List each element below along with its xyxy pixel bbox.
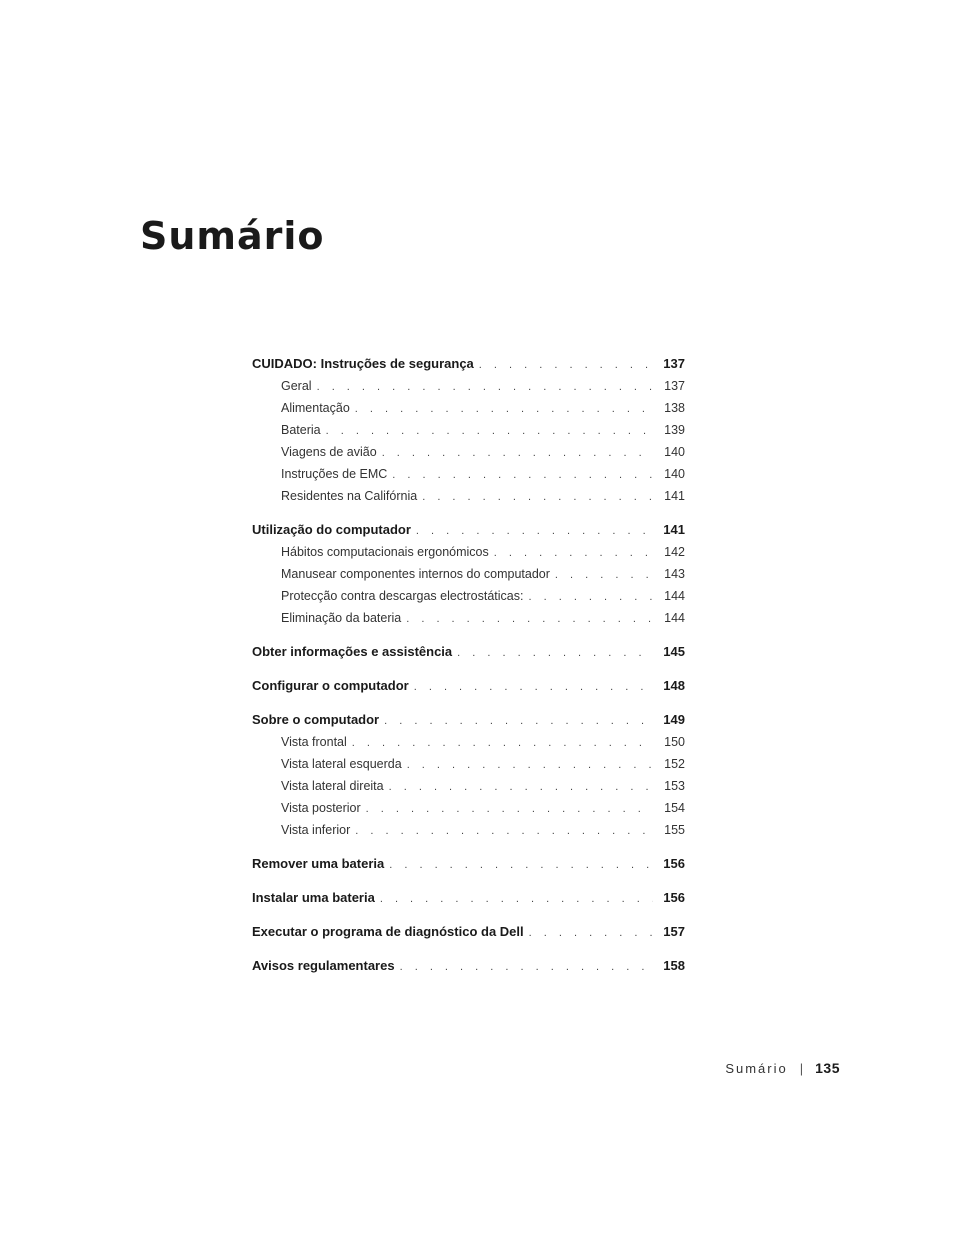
- toc-entry-page-number: 153: [664, 779, 685, 793]
- toc-entry-label: Executar o programa de diagnóstico da Dell: [252, 924, 524, 939]
- toc-dot-leader: [406, 608, 653, 630]
- toc-subsection-entry[interactable]: [252, 541, 685, 563]
- toc-dot-leader: [380, 888, 653, 910]
- page-footer: [725, 1060, 840, 1076]
- toc-dot-leader: [457, 642, 653, 664]
- toc-section-entry[interactable]: [252, 519, 685, 541]
- toc-subsection-entry[interactable]: [252, 375, 685, 397]
- toc-subsection-entry[interactable]: [252, 563, 685, 585]
- toc-entry-label: Manusear componentes internos do computador: [281, 567, 550, 581]
- toc-subsection-entry[interactable]: [252, 485, 685, 507]
- toc-entry-label: Vista frontal: [281, 735, 347, 749]
- toc-entry-label: Geral: [281, 379, 312, 393]
- table-of-contents: [252, 353, 685, 977]
- toc-dot-leader: [355, 820, 653, 842]
- toc-entry-page-number: 145: [663, 644, 685, 659]
- toc-subsection-entry[interactable]: [252, 753, 685, 775]
- toc-entry-label: Vista lateral direita: [281, 779, 384, 793]
- toc-dot-leader: [384, 710, 653, 732]
- toc-entry-label: Vista lateral esquerda: [281, 757, 402, 771]
- toc-subsection-entry[interactable]: [252, 441, 685, 463]
- toc-entry-page-number: 143: [664, 567, 685, 581]
- toc-entry-page-number: 150: [664, 735, 685, 749]
- toc-dot-leader: [407, 754, 653, 776]
- toc-entry-label: Vista inferior: [281, 823, 351, 837]
- footer-page-number: 135: [815, 1060, 840, 1076]
- toc-dot-leader: [529, 922, 653, 944]
- toc-dot-leader: [494, 542, 653, 564]
- toc-entry-label: Instalar uma bateria: [252, 890, 375, 905]
- toc-entry-page-number: 141: [664, 489, 685, 503]
- toc-dot-leader: [392, 464, 653, 486]
- toc-entry-page-number: 144: [664, 611, 685, 625]
- page-title: Sumário: [140, 214, 325, 258]
- toc-entry-page-number: 140: [664, 467, 685, 481]
- toc-dot-leader: [479, 354, 653, 376]
- toc-entry-page-number: 142: [664, 545, 685, 559]
- toc-entry-page-number: 138: [664, 401, 685, 415]
- toc-dot-leader: [352, 732, 653, 754]
- toc-entry-page-number: 141: [663, 522, 685, 537]
- toc-dot-leader: [400, 956, 653, 978]
- toc-subsection-entry[interactable]: [252, 585, 685, 607]
- footer-section-label: Sumário: [725, 1061, 788, 1076]
- toc-section-entry[interactable]: [252, 921, 685, 943]
- toc-dot-leader: [366, 798, 653, 820]
- toc-dot-leader: [355, 398, 653, 420]
- toc-subsection-entry[interactable]: [252, 775, 685, 797]
- toc-entry-label: Residentes na Califórnia: [281, 489, 418, 503]
- toc-entry-label: Hábitos computacionais ergonómicos: [281, 545, 489, 559]
- toc-section-entry[interactable]: [252, 887, 685, 909]
- toc-entry-label: Sobre o computador: [252, 712, 380, 727]
- toc-subsection-entry[interactable]: [252, 607, 685, 629]
- toc-dot-leader: [555, 564, 653, 586]
- toc-entry-page-number: 152: [664, 757, 685, 771]
- toc-entry-page-number: 155: [664, 823, 685, 837]
- toc-entry-label: Alimentação: [281, 401, 350, 415]
- toc-entry-label: Obter informações e assistência: [252, 644, 453, 659]
- toc-entry-label: Protecção contra descargas electrostáticas:: [281, 589, 524, 603]
- toc-entry-page-number: 137: [664, 379, 685, 393]
- toc-subsection-entry[interactable]: [252, 397, 685, 419]
- toc-section-entry[interactable]: [252, 853, 685, 875]
- toc-dot-leader: [389, 776, 653, 798]
- toc-dot-leader: [382, 442, 653, 464]
- toc-entry-page-number: 156: [663, 890, 685, 905]
- toc-entry-label: Instruções de EMC: [281, 467, 388, 481]
- toc-entry-label: Eliminação da bateria: [281, 611, 402, 625]
- toc-entry-label: Avisos regulamentares: [252, 958, 395, 973]
- toc-entry-page-number: 158: [663, 958, 685, 973]
- toc-dot-leader: [389, 854, 653, 876]
- toc-dot-leader: [326, 420, 653, 442]
- toc-entry-page-number: 154: [664, 801, 685, 815]
- toc-entry-label: Viagens de avião: [281, 445, 377, 459]
- toc-entry-page-number: 149: [663, 712, 685, 727]
- toc-dot-leader: [416, 520, 653, 542]
- toc-entry-label: Remover uma bateria: [252, 856, 385, 871]
- toc-entry-label: Utilização do computador: [252, 522, 411, 537]
- toc-subsection-entry[interactable]: [252, 419, 685, 441]
- toc-entry-page-number: 144: [664, 589, 685, 603]
- toc-section-entry[interactable]: [252, 675, 685, 697]
- toc-subsection-entry[interactable]: [252, 463, 685, 485]
- toc-entry-page-number: 156: [663, 856, 685, 871]
- toc-subsection-entry[interactable]: [252, 731, 685, 753]
- toc-entry-label: CUIDADO: Instruções de segurança: [252, 356, 474, 371]
- toc-dot-leader: [317, 376, 653, 398]
- toc-entry-page-number: 140: [664, 445, 685, 459]
- toc-subsection-entry[interactable]: [252, 797, 685, 819]
- toc-entry-label: Bateria: [281, 423, 321, 437]
- toc-section-entry[interactable]: [252, 641, 685, 663]
- toc-dot-leader: [422, 486, 653, 508]
- toc-entry-page-number: 157: [663, 924, 685, 939]
- toc-subsection-entry[interactable]: [252, 819, 685, 841]
- toc-dot-leader: [414, 676, 653, 698]
- toc-entry-page-number: 137: [663, 356, 685, 371]
- toc-entry-label: Vista posterior: [281, 801, 361, 815]
- toc-entry-page-number: 148: [663, 678, 685, 693]
- toc-section-entry[interactable]: [252, 709, 685, 731]
- toc-entry-label: Configurar o computador: [252, 678, 409, 693]
- toc-entry-page-number: 139: [664, 423, 685, 437]
- footer-separator: |: [799, 1061, 804, 1076]
- toc-section-entry[interactable]: [252, 353, 685, 375]
- toc-dot-leader: [528, 586, 653, 608]
- toc-section-entry[interactable]: [252, 955, 685, 977]
